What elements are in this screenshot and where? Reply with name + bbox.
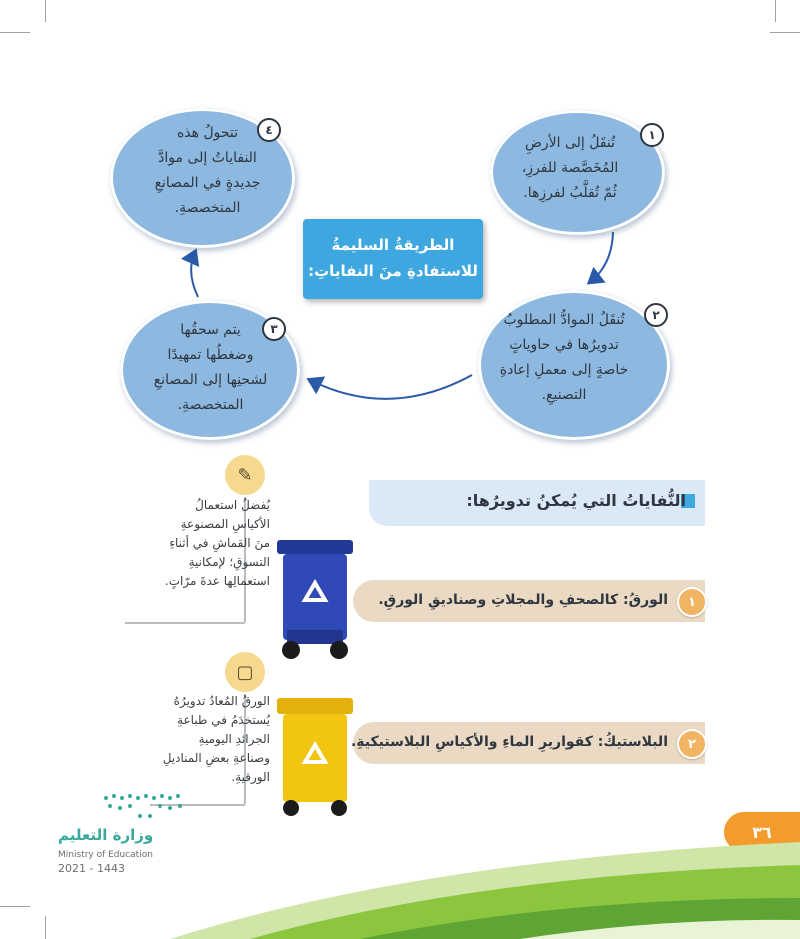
item-2-text: البلاستيكُ: كقواريرِ الماءِ والأكياسِ البلاستيكيةِ.	[350, 734, 668, 750]
side-note-1-text: يُفضلُ استعمالُ الأكياسِ المصنوعةِ منَ القماشِ في أثناءِ التسوقِ؛ لإمكانيةِ استعمالِها عدةَ مرّاتٍ.	[164, 498, 270, 588]
step-4-text: تتحولُ هذه النفاياتُ إلى موادَّ جديدةٍ في المصانعِ المتخصصةِ.	[154, 125, 261, 216]
section-title: النُّفاياتُ التي يُمكنُ تدويرُها:	[466, 491, 686, 510]
step-number-badge: ٣	[262, 317, 286, 341]
side-note-divider	[125, 622, 245, 624]
edition-year: 2021 - 1443	[58, 862, 125, 875]
yellow-recycling-bin	[275, 680, 355, 820]
item-1-text: الورقُ: كالصحفِ والمجلاتِ وصناديقِ الورقِ.	[378, 592, 668, 608]
step-3-text: يتم سحقُها وضغطُها تمهيدًا لشحنِها إلى المصانعِ المتخصصةِ.	[153, 322, 268, 413]
step-number-badge: ٢	[644, 303, 668, 327]
book-icon: ▢	[225, 652, 265, 692]
ministry-logo-icon	[100, 790, 190, 822]
decorative-green-wave	[0, 820, 800, 939]
blue-recycling-bin	[275, 530, 355, 670]
ministry-name-english: Ministry of Education	[58, 850, 153, 860]
item-number-badge: ١	[677, 587, 707, 617]
arrow-1-to-2	[590, 232, 613, 282]
step-number-badge: ١	[640, 123, 664, 147]
arrow-2-to-3	[310, 375, 472, 399]
cycle-center-title: الطريقةُ السليمةُ للاستفادةِ منَ النفاياتِ:	[303, 219, 483, 299]
arrow-3-to-4	[191, 252, 198, 297]
step-number-badge: ٤	[257, 118, 281, 142]
step-1-text: تُنقَلُ إلى الأرضِ المُخَصَّصة للفرزِ، ثُمّ تُقلَّبُ لفرزِها.	[521, 135, 619, 201]
step-2-text: تُنقَلُ الموادُّ المطلوبُ تدويرُها في حاوياتٍ خاصةٍ إلى معملِ إعادةِ التصنيعِ.	[499, 312, 629, 403]
ministry-name-arabic: وزارة التعليم	[58, 826, 154, 844]
side-note-2-text: الورقُ المُعادُ تدويرُهُ يُستخدَمُ في طباعةِ الجرائدِ اليوميةِ وصناعةِ بعضِ المناديلِ الورقيةِ.	[162, 694, 270, 784]
notepad-icon: ✎	[225, 455, 265, 495]
item-number-badge: ٢	[677, 729, 707, 759]
page-number: ٣٦	[724, 812, 800, 852]
